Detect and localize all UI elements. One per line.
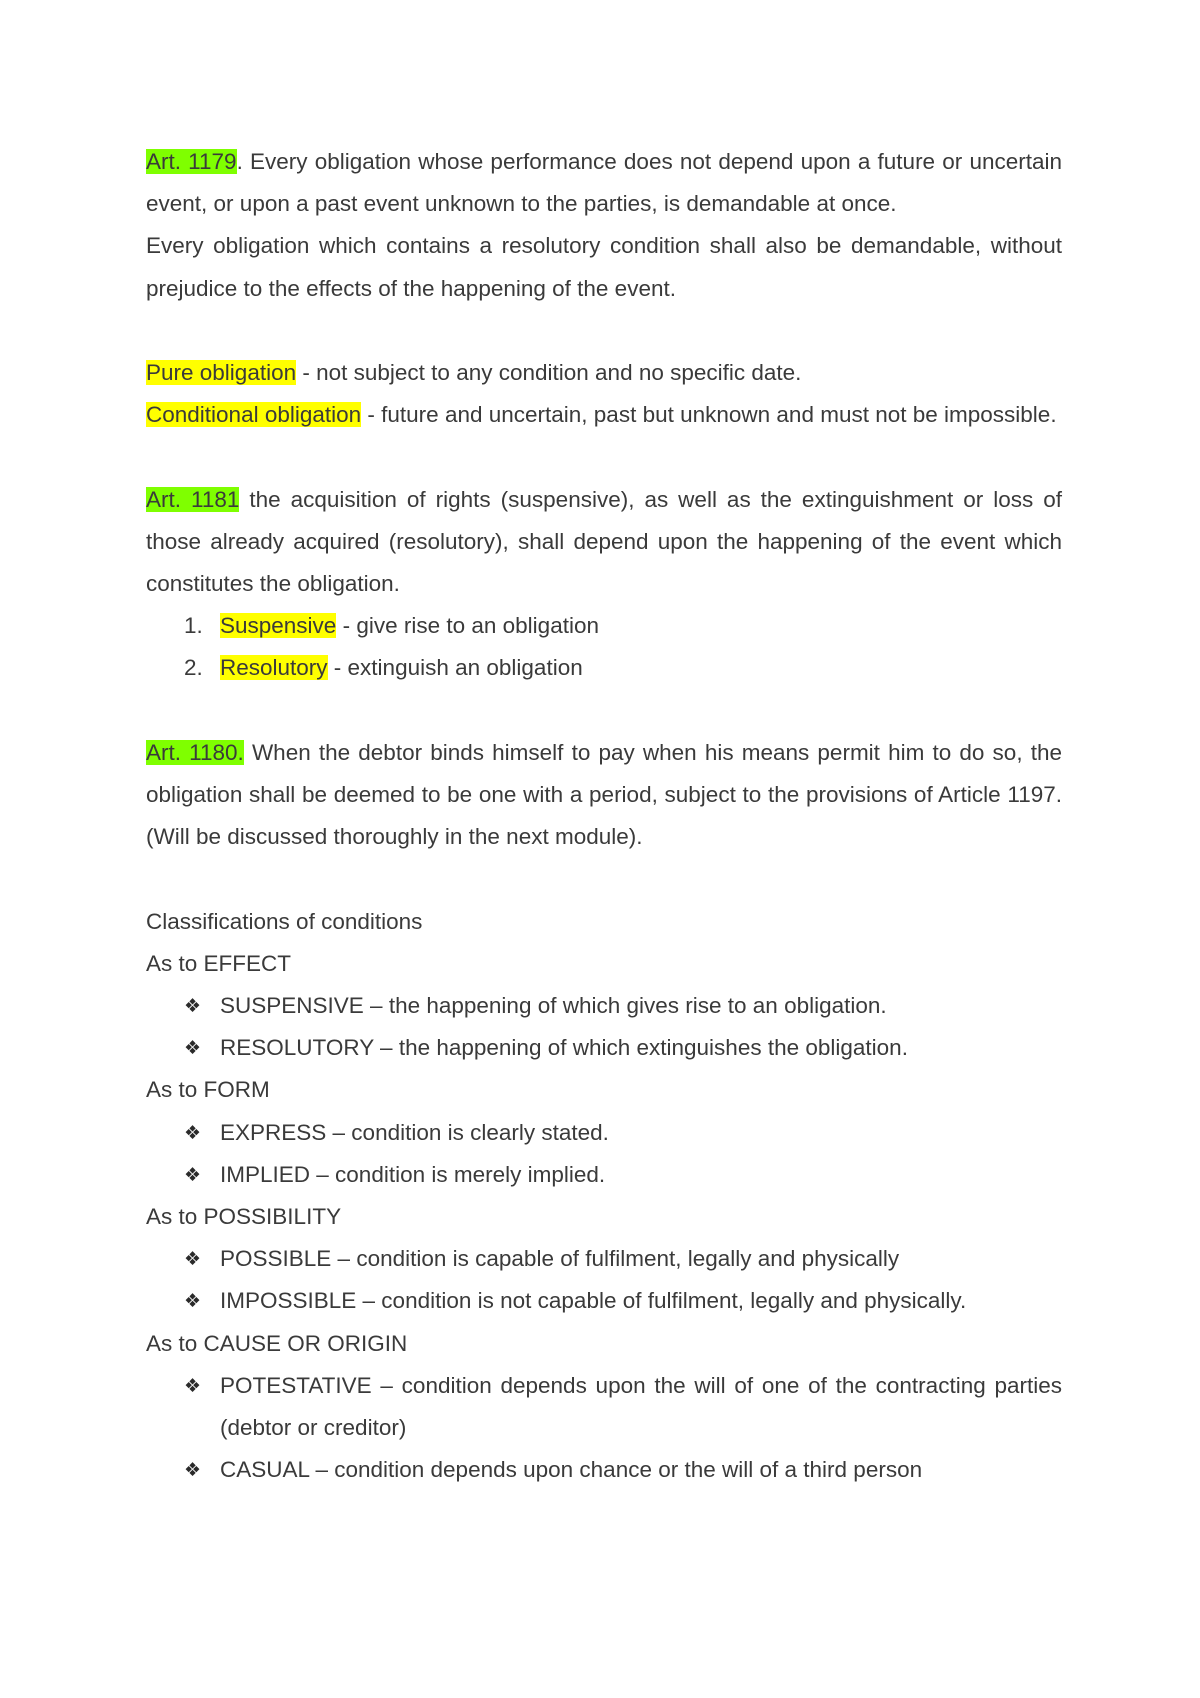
blank-line — [146, 310, 1062, 352]
conditional-obligation-definition — [146, 394, 1062, 436]
list-item — [146, 1027, 1062, 1069]
diamond-bullet-icon: ❖ — [184, 1121, 202, 1144]
list-item — [146, 1238, 1062, 1280]
condition-type-list — [146, 605, 1062, 689]
group-heading-form: As to FORM — [146, 1077, 270, 1103]
suspensive-term: Suspensive — [220, 613, 337, 639]
classifications-title: Classifications of conditions — [146, 908, 423, 934]
diamond-bullet-icon: ❖ — [184, 1374, 202, 1397]
conditional-obligation-desc: - future and uncertain, past but unknown and must not be impossible. — [361, 402, 1057, 428]
possibility-list — [146, 1238, 1062, 1322]
art-1180-paragraph — [146, 732, 1062, 859]
pure-obligation-desc: - not subject to any condition and no specific date. — [296, 360, 802, 385]
group-heading-cause-or-origin: As to CAUSE OR ORIGIN — [146, 1330, 408, 1356]
diamond-bullet-icon: ❖ — [184, 1459, 202, 1482]
list-item-text: RESOLUTORY – the happening of which extinguishes the obligation. — [220, 1035, 908, 1061]
diamond-bullet-icon: ❖ — [184, 1163, 202, 1186]
art-1181-paragraph — [146, 479, 1062, 606]
list-item-text: CASUAL – condition depends upon chance or the will of a third person — [220, 1457, 923, 1483]
art-1180-text: When the debtor binds himself to pay when his means permit him to do so, the obligation shall be deemed to be one with a period, subject to the provisions of Article 1197. (Will be discussed thoroughly in the next module). — [146, 739, 1062, 850]
blank-line — [146, 436, 1062, 478]
art-1179-paragraph — [146, 141, 1062, 225]
list-item — [146, 985, 1062, 1027]
form-list — [146, 1112, 1062, 1196]
list-item — [146, 1280, 1062, 1322]
list-item — [146, 1449, 1062, 1491]
cause-or-origin-list — [146, 1365, 1062, 1492]
art-1179-text: . Every obligation whose performance does not depend upon a future or uncertain event, or upon a past event unknown to the parties, is demandable at once. — [146, 149, 1063, 217]
list-number: 2. — [184, 655, 203, 681]
list-item — [146, 605, 1062, 647]
art-1181-text: the acquisition of rights (suspensive), as well as the extinguishment or loss of those already acquired (resolutory), shall depend upon the happening of the event which constitutes the obligation. — [146, 486, 1062, 596]
document-body — [146, 141, 1062, 1491]
diamond-bullet-icon: ❖ — [184, 1037, 202, 1060]
diamond-bullet-icon: ❖ — [184, 1248, 202, 1271]
list-item — [146, 1112, 1062, 1154]
art-1179-paragraph-2: Every obligation which contains a resolutory condition shall also be demandable, without prejudice to the effects of the happening of the event. — [146, 233, 1062, 301]
suspensive-desc: - give rise to an obligation — [336, 613, 599, 639]
blank-line — [146, 858, 1062, 900]
list-item-text: POTESTATIVE – condition depends upon the will of one of the contracting parties (debtor or creditor) — [220, 1372, 1062, 1441]
group-heading-possibility: As to POSSIBILITY — [146, 1204, 342, 1230]
pure-obligation-term: Pure obligation — [146, 360, 297, 385]
art-1179-tag: Art. 1179 — [146, 149, 237, 174]
list-item-text: IMPLIED – condition is merely implied. — [220, 1161, 606, 1187]
conditional-obligation-term: Conditional obligation — [146, 402, 362, 428]
list-item-text: POSSIBLE – condition is capable of fulfilment, legally and physically — [220, 1246, 900, 1272]
diamond-bullet-icon: ❖ — [184, 995, 202, 1017]
list-item — [146, 1154, 1062, 1196]
list-item — [146, 647, 1062, 689]
art-1181-tag: Art. 1181 — [146, 486, 240, 512]
effect-list — [146, 985, 1062, 1069]
resolutory-term: Resolutory — [220, 655, 328, 681]
diamond-bullet-icon: ❖ — [184, 1290, 202, 1313]
list-number: 1. — [184, 613, 203, 639]
list-item-text: EXPRESS – condition is clearly stated. — [220, 1119, 609, 1145]
list-item — [146, 1365, 1062, 1449]
list-item-text: SUSPENSIVE – the happening of which gives rise to an obligation. — [220, 993, 887, 1018]
art-1180-tag: Art. 1180. — [146, 739, 244, 765]
pure-obligation-definition — [146, 352, 1062, 394]
group-heading-effect: As to EFFECT — [146, 950, 292, 976]
list-item-text: IMPOSSIBLE – condition is not capable of fulfilment, legally and physically. — [220, 1288, 967, 1314]
blank-line — [146, 690, 1062, 732]
resolutory-desc: - extinguish an obligation — [327, 655, 583, 681]
